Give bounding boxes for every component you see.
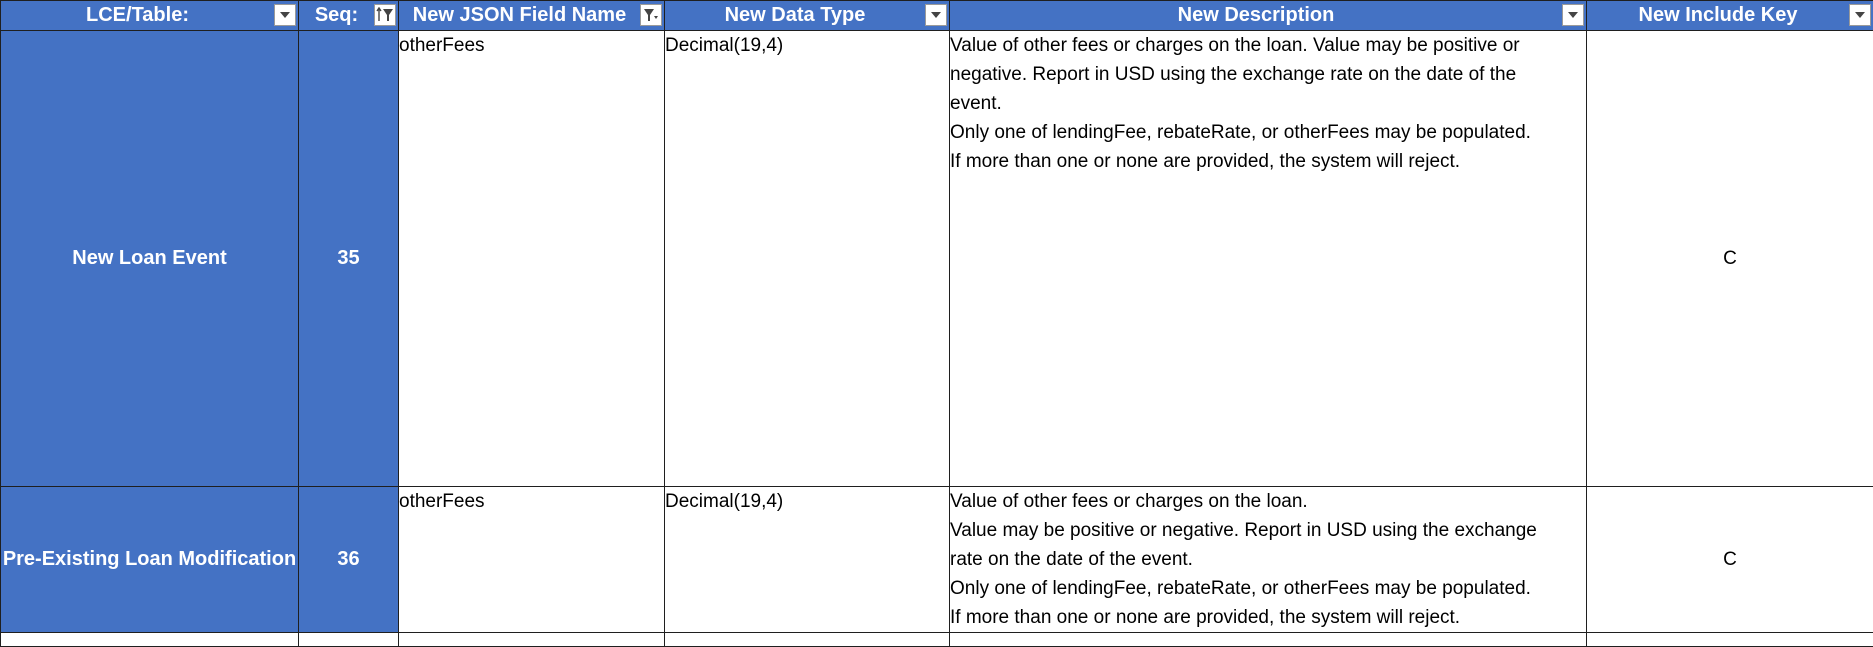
data-type-cell[interactable]: Decimal(19,4) bbox=[665, 31, 950, 487]
description-line: Only one of lendingFee, rebateRate, or otherFees may be populated. bbox=[950, 118, 1586, 147]
description-line: Value of other fees or charges on the loan. bbox=[950, 487, 1586, 516]
sort-filter-active-icon[interactable] bbox=[374, 4, 396, 26]
column-header-field-name[interactable] bbox=[399, 1, 665, 31]
dropdown-arrow-icon[interactable] bbox=[1562, 4, 1584, 26]
description-cell[interactable] bbox=[950, 487, 1587, 633]
column-header-field-name-label: New JSON Field Name bbox=[413, 4, 650, 27]
column-header-include-key-label: New Include Key bbox=[1639, 4, 1822, 27]
description-line: Value of other fees or charges on the loan. Value may be positive or bbox=[950, 31, 1586, 60]
description-line: If more than one or none are provided, the system will reject. bbox=[950, 603, 1586, 632]
column-header-description[interactable] bbox=[950, 1, 1587, 31]
dropdown-arrow-icon[interactable] bbox=[1849, 4, 1871, 26]
field-name-cell[interactable]: otherFees bbox=[399, 487, 665, 633]
empty-cell[interactable] bbox=[399, 633, 665, 647]
data-type-cell[interactable]: Decimal(19,4) bbox=[665, 487, 950, 633]
dropdown-arrow-icon[interactable] bbox=[925, 4, 947, 26]
column-header-data-type[interactable] bbox=[665, 1, 950, 31]
column-header-description-label: New Description bbox=[1178, 4, 1359, 27]
seq-cell[interactable]: 35 bbox=[299, 31, 399, 487]
column-header-data-type-label: New Data Type bbox=[725, 4, 890, 27]
header-row bbox=[1, 1, 1873, 31]
dropdown-arrow-icon[interactable] bbox=[274, 4, 296, 26]
seq-cell[interactable]: 36 bbox=[299, 487, 399, 633]
column-header-lce-label: LCE/Table: bbox=[86, 4, 213, 27]
description-line: event. bbox=[950, 89, 1586, 118]
description-line: rate on the date of the event. bbox=[950, 545, 1586, 574]
empty-cell[interactable] bbox=[1587, 633, 1873, 647]
field-name-cell[interactable]: otherFees bbox=[399, 31, 665, 487]
table-row bbox=[1, 31, 1873, 487]
description-line: Only one of lendingFee, rebateRate, or otherFees may be populated. bbox=[950, 574, 1586, 603]
empty-cell[interactable] bbox=[950, 633, 1587, 647]
include-key-cell[interactable]: C bbox=[1587, 487, 1873, 633]
description-cell[interactable] bbox=[950, 31, 1587, 487]
description-line: Value may be positive or negative. Report in USD using the exchange bbox=[950, 516, 1586, 545]
description-line: negative. Report in USD using the exchange rate on the date of the bbox=[950, 60, 1586, 89]
column-header-lce[interactable] bbox=[1, 1, 299, 31]
empty-cell[interactable] bbox=[665, 633, 950, 647]
table-row bbox=[1, 487, 1873, 633]
lce-cell[interactable]: Pre-Existing Loan Modification bbox=[1, 487, 299, 633]
column-header-seq-label: Seq: bbox=[315, 4, 382, 27]
lce-cell[interactable]: New Loan Event bbox=[1, 31, 299, 487]
empty-row bbox=[1, 633, 1873, 647]
empty-cell[interactable] bbox=[299, 633, 399, 647]
include-key-cell[interactable]: C bbox=[1587, 31, 1873, 487]
description-line: If more than one or none are provided, the system will reject. bbox=[950, 147, 1586, 176]
filter-active-icon[interactable] bbox=[640, 4, 662, 26]
column-header-seq[interactable] bbox=[299, 1, 399, 31]
empty-cell[interactable] bbox=[1, 633, 299, 647]
column-header-include-key[interactable] bbox=[1587, 1, 1873, 31]
